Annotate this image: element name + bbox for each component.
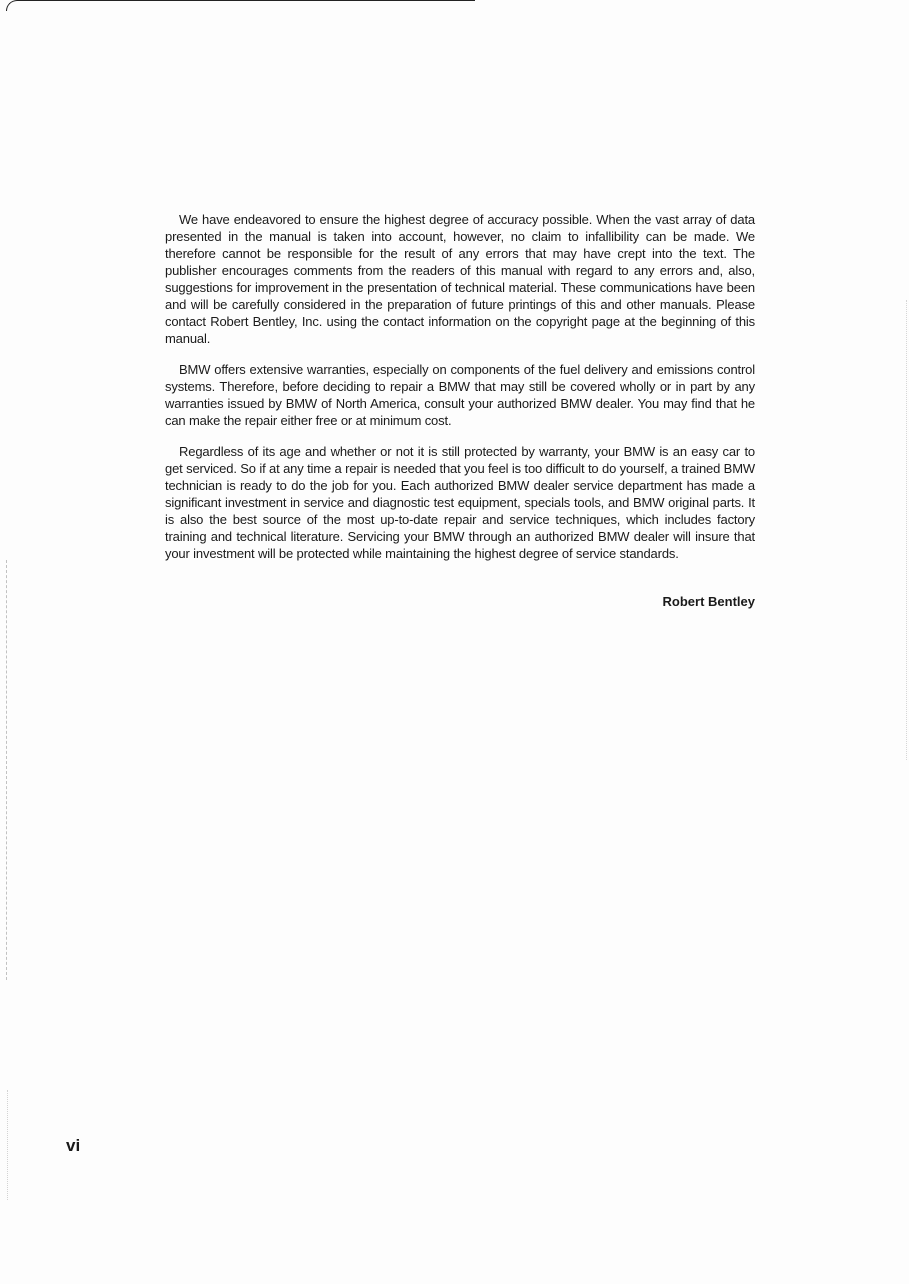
page-left-edge-artifact-lower (7, 1090, 8, 1200)
paragraph-servicing: Regardless of its age and whether or not it is still protected by warranty, your BMW is an easy car to get serviced. So if at any time a repair is needed that you feel is too difficult to do yourself, a trained BMW technician is ready to do the job for you. Each authorized BMW dealer service department has made a significant investment in service and diagnostic test equipment, specials tools, and BMW original parts. It is also the best source of the most up-to-date repair and service techniques, which includes factory training and technical literature. Servicing your BMW through an authorized BMW dealer will insure that your investment will be protected while maintaining the highest degree of service standards. (165, 444, 755, 561)
page-left-edge-artifact (6, 560, 7, 980)
body-text (165, 211, 755, 576)
signature: Robert Bentley (662, 594, 755, 609)
page-top-edge (6, 0, 475, 11)
page-number: vi (66, 1136, 81, 1155)
paragraph-warranties: BMW offers extensive warranties, especially on components of the fuel delivery and emissions control systems. Therefore, before deciding to repair a BMW that may still be covered wholly or in part by any warranties issued by BMW of North America, consult your authorized BMW dealer. You may find that he can make the repair either free or at minimum cost. (165, 362, 755, 428)
page-right-edge-artifact (906, 300, 907, 760)
paragraph-accuracy: We have endeavored to ensure the highest degree of accuracy possible. When the vast array of data presented in the manual is taken into account, however, no claim to infallibility can be made. We therefore cannot be responsible for the result of any errors that may have crept into the text. The publisher encourages comments from the readers of this manual with regard to any errors and, also, suggestions for improvement in the presentation of technical material. These communications have been and will be carefully considered in the preparation of future printings of this and other manuals. Please contact Robert Bentley, Inc. using the contact information on the copyright page at the beginning of this manual. (165, 212, 755, 346)
